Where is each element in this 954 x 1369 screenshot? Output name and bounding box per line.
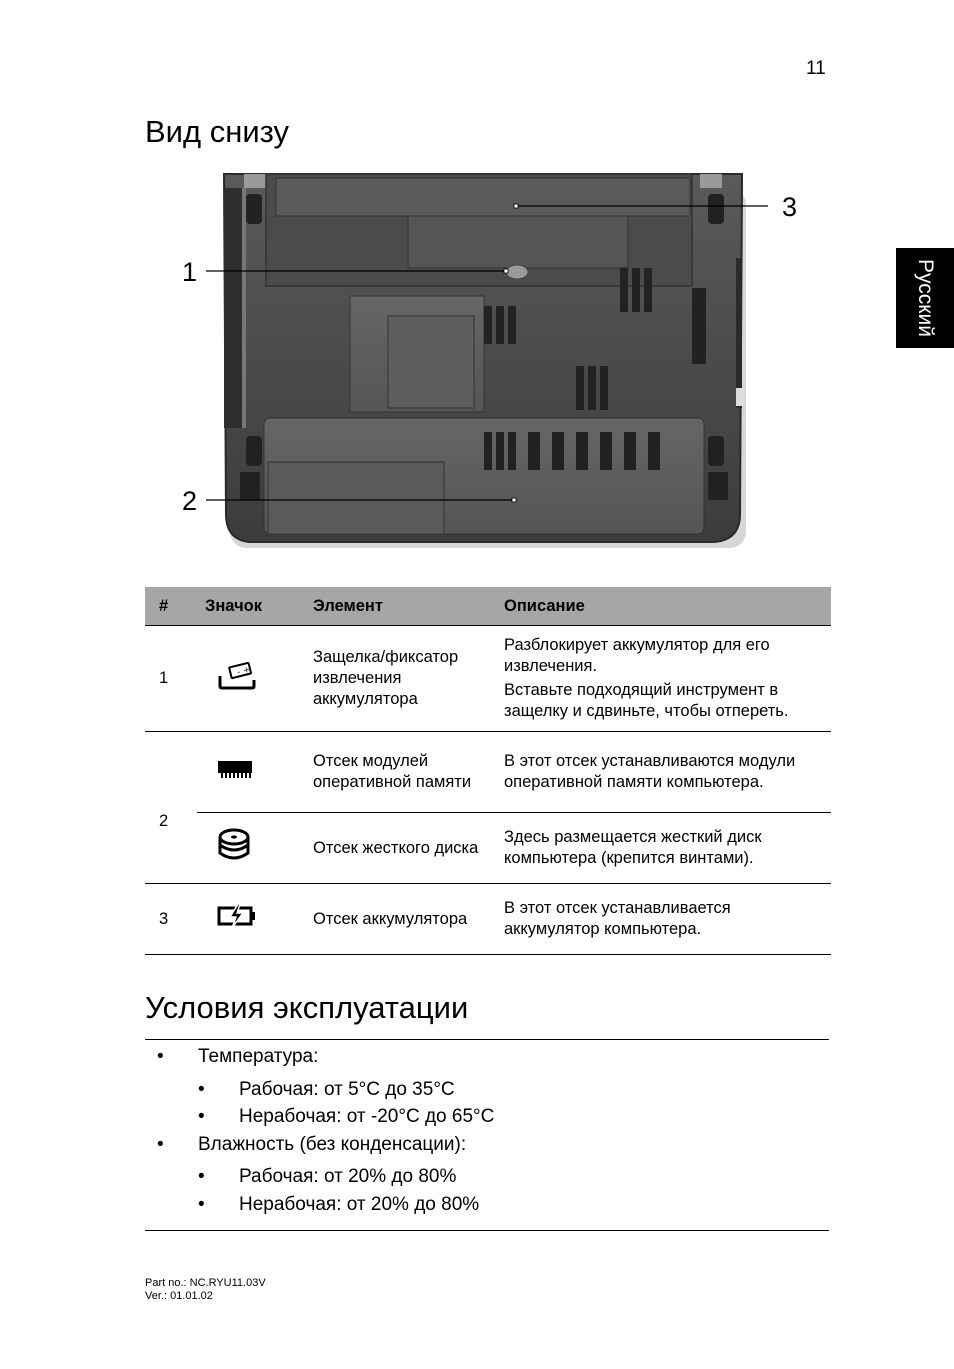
env-subitem: Рабочая: от 5°C до 35°C [239, 1079, 455, 1100]
components-table [145, 587, 831, 955]
row-number: 1 [145, 626, 197, 732]
row-element: Отсек жесткого диска [305, 813, 496, 884]
callout-1: 1 [182, 257, 198, 287]
table-header-row [145, 587, 831, 626]
svg-text:+: + [242, 664, 251, 675]
row-number: 3 [145, 884, 197, 955]
section-title-bottom-view: Вид снизу [145, 114, 289, 149]
row-element: Защелка/фиксатор извлечения аккумулятора [305, 626, 496, 732]
env-subitem: Нерабочая: от -20°C до 65°C [239, 1106, 495, 1127]
row-element: Отсек модулей оперативной памяти [305, 732, 496, 813]
callout-2: 2 [182, 486, 198, 516]
env-item-humidity: Влажность (без конденсации): [198, 1134, 467, 1155]
callout-3: 3 [782, 192, 798, 222]
table-row [145, 884, 831, 955]
table-row [145, 813, 831, 884]
memory-module-icon [197, 732, 305, 813]
env-subitem: Рабочая: от 20% до 80% [239, 1166, 457, 1187]
env-item-temperature: Температура: [198, 1046, 319, 1067]
bullet: • [198, 1079, 205, 1100]
env-subitem: Нерабочая: от 20% до 80% [239, 1194, 480, 1215]
header-icon: Значок [197, 587, 305, 626]
page-number: 11 [806, 58, 826, 79]
svg-text:-: - [236, 666, 242, 677]
row-description [496, 732, 831, 813]
footer [145, 1277, 266, 1303]
version: Ver.: 01.01.02 [145, 1290, 213, 1302]
bullet: • [198, 1194, 205, 1215]
bullet: • [157, 1134, 164, 1155]
row-description [496, 813, 831, 884]
row-description [496, 884, 831, 955]
description-line: В этот отсек устанавливаются модули оперативной памяти компьютера. [504, 752, 796, 791]
hard-disk-icon [197, 813, 305, 884]
header-number: # [145, 587, 197, 626]
bullet: • [198, 1166, 205, 1187]
description-line: Здесь размещается жесткий диск компьютера (крепится винтами). [504, 828, 762, 867]
battery-charge-icon [197, 884, 305, 955]
battery-release-latch-icon [197, 626, 305, 732]
header-description: Описание [496, 587, 831, 626]
laptop-bottom-illustration [180, 168, 820, 558]
description-line: Разблокирует аккумулятор для его извлечения. [504, 636, 770, 675]
row-number: 2 [145, 732, 197, 884]
divider [145, 1039, 829, 1040]
description-line: В этот отсек устанавливается аккумулятор компьютера. [504, 899, 731, 938]
language-tab [896, 248, 954, 348]
bullet: • [157, 1046, 164, 1067]
divider [145, 1230, 829, 1231]
row-element: Отсек аккумулятора [305, 884, 496, 955]
language-tab-label: Русский [914, 259, 937, 337]
row-description [496, 626, 831, 732]
section-title-environment: Условия эксплуатации [145, 990, 469, 1025]
part-number: Part no.: NC.RYU11.03V [145, 1277, 266, 1289]
header-element: Элемент [305, 587, 496, 626]
description-line: Вставьте подходящий инструмент в защелку и сдвиньте, чтобы отпереть. [504, 681, 789, 720]
bullet: • [198, 1106, 205, 1127]
table-row [145, 626, 831, 732]
table-row [145, 732, 831, 813]
